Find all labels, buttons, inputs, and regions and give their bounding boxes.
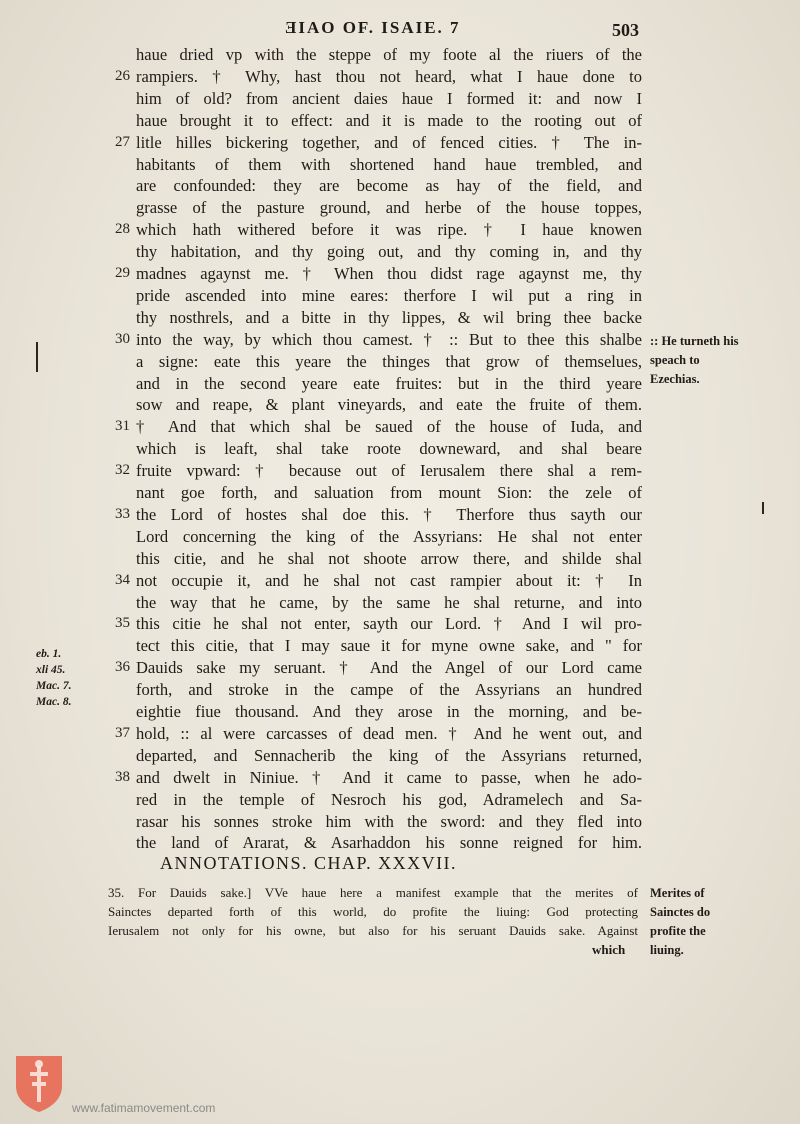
line-text: haue dried vp with the steppe of my foote al the riuers of the <box>136 45 642 64</box>
verse-number: 31 <box>115 418 130 435</box>
line-text: pride ascended into mine eares: therfore I wil put a ring in <box>136 285 642 305</box>
line-text: not occupie it, and he shal not cast rampier about it: † In <box>136 570 642 590</box>
line-text: into the way, by which thou camest. † :: But to thee this shalbe <box>136 329 642 349</box>
verse-number: 35 <box>115 615 130 632</box>
line-text: Dauids sake my seruant. † And the Angel of our Lord came <box>136 658 642 678</box>
text-line <box>0 767 800 789</box>
annotation-line: Sainctes departed forth of this world, do profite the liuing: God protecting <box>108 904 638 919</box>
text-line <box>0 175 800 197</box>
verse-number: 26 <box>115 67 130 84</box>
annotations-title: ANNOTATIONS. CHAP. XXXVII. <box>160 853 458 873</box>
line-text: which is leaft, shal take roote downeward, and shal beare <box>136 439 642 459</box>
text-line <box>0 657 800 679</box>
line-text: thy habitation, and thy going out, and thy coming in, and thy <box>136 242 642 262</box>
line-text: this citie he shal not enter, sayth our Lord. † And I wil pro- <box>136 614 642 634</box>
line-text: the Lord of hostes shal doe this. † Therfore thus sayth our <box>136 504 642 524</box>
line-text: forth, and stroke in the campe of the Assyrians an hundred <box>136 680 642 700</box>
line-text: fruite vpward: † because out of Ierusalem there shal a rem- <box>136 461 642 481</box>
text-line <box>0 394 800 416</box>
line-text: rampiers. † Why, hast thou not heard, what I haue done to <box>136 66 642 86</box>
margin-bar <box>36 342 38 372</box>
line-text: departed, and Sennacherib the king of the Assyrians returned, <box>136 745 642 765</box>
fatima-crest-icon <box>12 1052 66 1114</box>
cross-references <box>36 646 86 710</box>
verse-number: 38 <box>115 768 130 785</box>
line-text: tect this citie, that I may saue it for myne owne sake, and " for <box>136 636 642 656</box>
text-line <box>0 635 800 657</box>
site-url[interactable]: www.fatimamovement.com <box>72 1101 216 1115</box>
verse-number: 36 <box>115 659 130 676</box>
line-text: him of old? from ancient daies haue I formed it: and now I <box>136 88 642 108</box>
line-text: rasar his sonnes stroke him with the sword: and they fled into <box>136 811 642 831</box>
line-text: thy nosthrels, and a bitte in thy lippes, & wil bring thee backe <box>136 307 642 327</box>
text-line <box>0 482 800 504</box>
annotation-margin-note: Merites of Sainctes do profite the liuing. <box>650 886 711 957</box>
text-line <box>0 811 800 833</box>
text-line <box>0 613 800 635</box>
running-head: ƎIAO OF. ISAIE. 7 <box>285 18 461 37</box>
text-line <box>0 504 800 526</box>
line-text: habitants of them with shortened hand haue trembled, and <box>136 154 642 174</box>
margin-note-verse-30: :: He turneth his speach to Ezechias. <box>650 334 739 386</box>
line-text: litle hilles bickering together, and of fenced cities. † The in- <box>136 132 642 152</box>
catchword: which <box>592 942 626 957</box>
line-text: madnes agaynst me. † When thou didst rage agaynst me, thy <box>136 264 642 283</box>
line-text: the way that he came, by the same he shal returne, and into <box>136 592 642 612</box>
page-header <box>0 14 800 44</box>
verse-number: 27 <box>115 133 130 150</box>
text-line <box>0 460 800 482</box>
page-number: 503 <box>612 20 639 40</box>
text-line <box>0 701 800 723</box>
text-line <box>0 679 800 701</box>
line-text: the land of Ararat, & Asarhaddon his sonne reigned for him. <box>136 833 642 853</box>
text-line <box>0 110 800 132</box>
verse-number: 37 <box>115 724 130 741</box>
text-line <box>0 154 800 176</box>
line-text: which hath withered before it was ripe. † I haue knowen <box>136 220 642 240</box>
verse-number: 32 <box>115 462 130 479</box>
cross-reference: eb. 1. <box>36 648 62 660</box>
margin-bar <box>762 502 764 514</box>
annotation-line: Ierusalem not only for his owne, but also for his seruant Dauids sake. Against <box>108 923 638 938</box>
text-line <box>0 526 800 548</box>
text-line <box>0 548 800 570</box>
text-line <box>0 197 800 219</box>
line-text: eightie fiue thousand. And they arose in the morning, and be- <box>136 702 642 721</box>
text-line <box>0 88 800 110</box>
text-line <box>0 832 800 854</box>
line-text: and in the second yeare eate fruites: but in the third yeare <box>136 373 642 393</box>
text-line <box>0 285 800 307</box>
text-line <box>0 241 800 263</box>
verse-number: 28 <box>115 221 130 238</box>
verse-number: 29 <box>115 265 130 281</box>
line-text: † And that which shal be saued of the house of Iuda, and <box>136 417 642 437</box>
line-text: and dwelt in Niniue. † And it came to passe, when he ado- <box>136 767 642 787</box>
text-line <box>0 789 800 811</box>
text-line <box>0 66 800 88</box>
line-text: a signe: eate this yeare the thinges that grow of themselues, <box>136 351 642 371</box>
cross-reference: Mac. 8. <box>36 696 72 708</box>
text-line <box>0 44 800 66</box>
verse-number: 30 <box>115 330 130 347</box>
text-line <box>0 263 800 285</box>
text-line <box>0 438 800 460</box>
text-line <box>0 745 800 767</box>
text-line <box>0 570 800 592</box>
line-text: sow and reape, & plant vineyards, and eate the fruite of them. <box>136 395 642 415</box>
text-line <box>0 723 800 745</box>
line-text: this citie, and he shal not shoote arrow there, and shilde shal <box>136 548 642 568</box>
line-text: Lord concerning the king of the Assyrians: He shal not enter <box>136 526 642 546</box>
text-line <box>0 416 800 438</box>
line-text: grasse of the pasture ground, and herbe of the house toppes, <box>136 198 642 218</box>
cross-reference: xli 45. <box>36 664 66 676</box>
text-line <box>0 592 800 614</box>
line-text: are confounded: they are become as hay of the field, and <box>136 176 642 196</box>
verse-number: 33 <box>115 505 130 522</box>
annotation-line: 35. For Dauids sake.] VVe haue here a manifest example that the merites of <box>108 885 638 900</box>
line-text: haue brought it to effect: and it is made to the rooting out of <box>136 110 642 130</box>
cross-reference: Mac. 7. <box>36 680 72 692</box>
line-text: nant goe forth, and saluation from mount Sion: the zele of <box>136 483 642 502</box>
text-line <box>0 307 800 329</box>
line-text: red in the temple of Nesroch his god, Adramelech and Sa- <box>136 789 642 809</box>
line-text: hold, :: al were carcasses of dead men. † And he went out, and <box>136 723 642 743</box>
text-line <box>0 219 800 241</box>
verse-number: 34 <box>115 571 130 588</box>
text-line <box>0 132 800 154</box>
